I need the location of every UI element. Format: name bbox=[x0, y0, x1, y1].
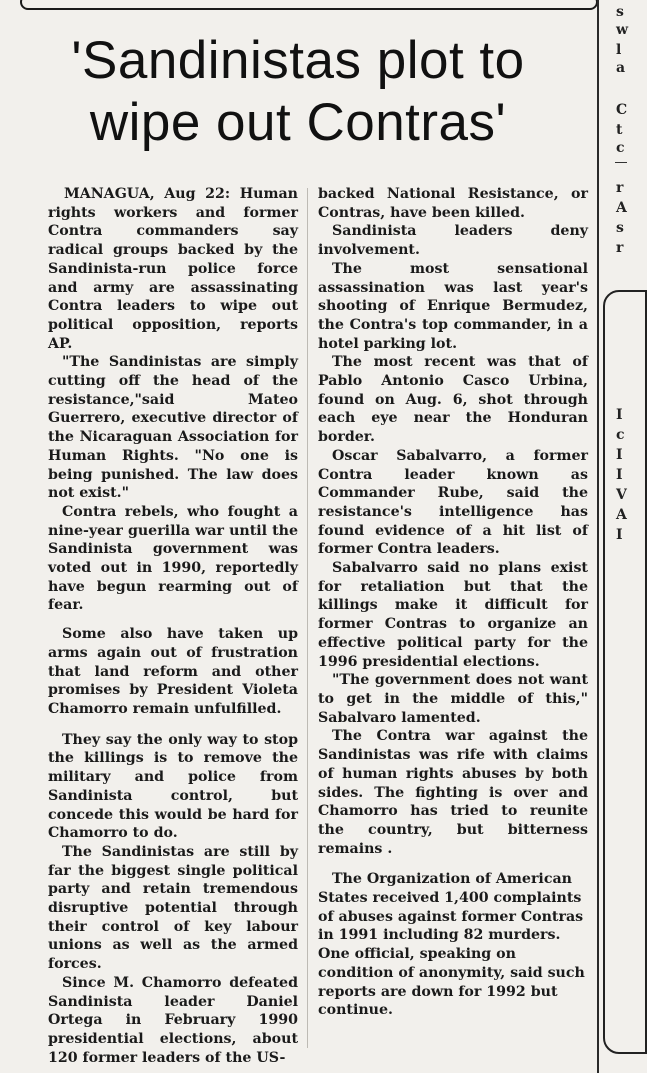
fragment-letter: s bbox=[616, 4, 624, 20]
headline bbox=[0, 30, 596, 154]
fragment-letter: w bbox=[616, 22, 629, 38]
fragment-letter: I bbox=[616, 527, 623, 543]
paragraph: MANAGUA, Aug 22: Human rights workers and former Contra commanders say radical groups backed by the Sandinista-run police force and army are assassinating Contra leaders to wipe out political opposition, reports AP. bbox=[48, 186, 298, 352]
fragment-letter: I bbox=[616, 447, 623, 463]
right-column bbox=[318, 185, 588, 1020]
headline-line-2: wipe out Contras' bbox=[89, 93, 507, 152]
fragment-letter: r bbox=[616, 180, 624, 196]
paragraph: The Sandinistas are still by far the biggest single political party and retain tremendous disruptive potential through their control of key labour unions as well as the armed forces. bbox=[48, 843, 298, 973]
fragment-letter: s bbox=[616, 220, 624, 236]
paragraph: The most sensational assassination was last year's shooting of Enrique Bermudez, the Contra's top commander, in a hotel parking lot. bbox=[318, 260, 588, 352]
fragment-letter: t bbox=[616, 122, 623, 138]
paragraph: Contra rebels, who fought a nine-year guerilla war until the Sandinista government was voted out in 1990, reportedly have begun rearming out of fear. bbox=[48, 503, 298, 614]
paragraph: "The Sandinistas are simply cutting off the head of the resistance,"said Mateo Guerrero, executive director of the Nicaraguan Association for Human Rights. "No one is being punished. The law does not exist." bbox=[48, 354, 298, 502]
fragment-letter: c bbox=[616, 427, 625, 443]
paragraph: Some also have taken up arms again out of frustration that land reform and other promises by President Violeta Chamorro remain unfulfilled. bbox=[48, 626, 298, 717]
column-divider bbox=[307, 188, 308, 1048]
paragraph: The Organization of American States received 1,400 complaints of abuses against former Contras in 1991 including 82 murders. One official, speaking on condition of anonymity, said such reports are down for 1992 but continue. bbox=[318, 871, 585, 1019]
paragraph: "The government does not want to get in the middle of this," Sabalvaro lamented. bbox=[318, 672, 588, 726]
fragment-letter: r bbox=[616, 240, 624, 256]
paragraph: The most recent was that of Pablo Antonio Casco Urbina, found on Aug. 6, shot through each eye near the Honduran border. bbox=[318, 354, 588, 446]
paragraph: backed National Resistance, or Contras, have been killed. bbox=[318, 186, 588, 221]
fragment-letter: A bbox=[616, 507, 627, 523]
fragment-letter: l bbox=[616, 42, 622, 58]
fragment-rule bbox=[615, 162, 627, 163]
adjacent-box-border bbox=[603, 290, 647, 1054]
left-column bbox=[48, 185, 298, 1067]
fragment-letter: c bbox=[616, 140, 625, 156]
paragraph: They say the only way to stop the killings is to remove the military and police from Sandinista control, but concede this would be hard for Chamorro to do. bbox=[48, 731, 298, 842]
fragment-letter: I bbox=[616, 467, 623, 483]
fragment-letter: I bbox=[616, 407, 623, 423]
paragraph: Sabalvarro said no plans exist for retaliation but that the killings make it difficult for former Contras to organize an effective political party for the 1996 presidential elections. bbox=[318, 560, 588, 670]
paragraph: Oscar Sabalvarro, a former Contra leader known as Commander Rube, said the resistance's intelligence has found evidence of a hit list of former Contra leaders. bbox=[318, 447, 588, 558]
fragment-letter: A bbox=[616, 200, 627, 216]
page-gutter-rule bbox=[597, 0, 599, 1073]
fragment-letter: V bbox=[616, 487, 627, 503]
headline-line-1: 'Sandinistas plot to bbox=[71, 31, 525, 90]
paragraph: The Contra war against the Sandinistas was rife with claims of human rights abuses by both sides. The fighting is over and Chamorro has tried to reunite the country, but bitterness remains . bbox=[318, 728, 588, 857]
paragraph: Sandinista leaders deny involvement. bbox=[318, 223, 588, 259]
paragraph: Since M. Chamorro defeated Sandinista leader Daniel Ortega in February 1990 presidential elections, about 120 former leaders of the US- bbox=[48, 974, 298, 1066]
top-border-rule bbox=[20, 0, 598, 10]
fragment-letter: C bbox=[616, 102, 628, 118]
fragment-letter: a bbox=[616, 60, 626, 76]
